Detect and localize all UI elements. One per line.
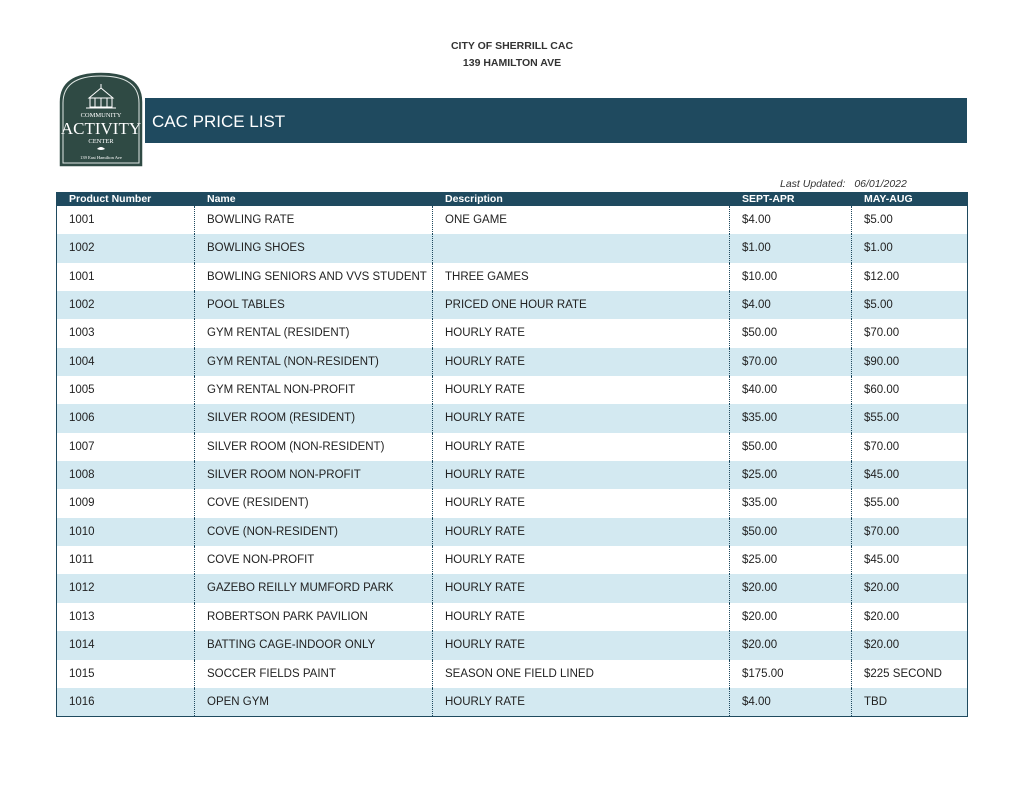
sept-apr-price-cell: $1.00 xyxy=(730,234,852,262)
product-number-cell: 1009 xyxy=(57,489,195,517)
description-cell xyxy=(433,234,730,262)
name-cell: BOWLING RATE xyxy=(195,206,433,234)
sept-apr-price-cell: $20.00 xyxy=(730,631,852,659)
sept-apr-price-cell: $40.00 xyxy=(730,376,852,404)
column-header-name: Name xyxy=(207,193,236,205)
sept-apr-price-cell: $35.00 xyxy=(730,404,852,432)
table-row xyxy=(57,348,967,376)
product-number-cell: 1001 xyxy=(57,263,195,291)
may-aug-price-cell: $20.00 xyxy=(864,582,900,595)
column-header-product-number: Product Number xyxy=(69,193,152,205)
description-cell: THREE GAMES xyxy=(433,263,730,291)
name-cell: COVE NON-PROFIT xyxy=(195,546,433,574)
may-aug-price-cell: $12.00 xyxy=(864,270,900,283)
product-number-cell: 1014 xyxy=(57,631,195,659)
description-cell: HOURLY RATE xyxy=(433,433,730,461)
may-aug-price-cell: TBD xyxy=(864,695,887,708)
product-number-cell: 1013 xyxy=(57,603,195,631)
page-title: CAC PRICE LIST xyxy=(152,112,286,131)
sept-apr-price-cell: $50.00 xyxy=(730,319,852,347)
may-aug-price-cell: $55.00 xyxy=(864,497,900,510)
sept-apr-price-cell: $50.00 xyxy=(730,433,852,461)
table-row xyxy=(57,574,967,602)
table-row xyxy=(57,433,967,461)
description-cell: SEASON ONE FIELD LINED xyxy=(433,660,730,688)
product-number-cell: 1005 xyxy=(57,376,195,404)
product-number-cell: 1011 xyxy=(57,546,195,574)
table-row xyxy=(57,234,967,262)
logo-top-text: COMMUNITY xyxy=(80,112,122,119)
may-aug-price-cell: $55.00 xyxy=(864,412,900,425)
description-cell: HOURLY RATE xyxy=(433,518,730,546)
sept-apr-price-cell: $175.00 xyxy=(730,660,852,688)
sept-apr-price-cell: $25.00 xyxy=(730,546,852,574)
product-number-cell: 1016 xyxy=(57,688,195,716)
product-number-cell: 1002 xyxy=(57,234,195,262)
sept-apr-price-cell: $35.00 xyxy=(730,489,852,517)
product-number-cell: 1003 xyxy=(57,319,195,347)
product-number-cell: 1008 xyxy=(57,461,195,489)
description-cell: HOURLY RATE xyxy=(433,688,730,716)
table-row xyxy=(57,546,967,574)
product-number-cell: 1012 xyxy=(57,574,195,602)
name-cell: COVE (RESIDENT) xyxy=(195,489,433,517)
table-row xyxy=(57,291,967,319)
product-number-cell: 1002 xyxy=(57,291,195,319)
sept-apr-price-cell: $20.00 xyxy=(730,603,852,631)
name-cell: SILVER ROOM NON-PROFIT xyxy=(195,461,433,489)
column-header-may-aug: MAY-AUG xyxy=(864,193,913,205)
may-aug-price-cell: $45.00 xyxy=(864,554,900,567)
may-aug-price-cell: $225 SECOND xyxy=(864,667,942,680)
last-updated-value: 06/01/2022 xyxy=(854,178,907,190)
product-number-cell: 1006 xyxy=(57,404,195,432)
price-table xyxy=(56,192,968,717)
may-aug-price-cell: $70.00 xyxy=(864,327,900,340)
name-cell: GYM RENTAL (RESIDENT) xyxy=(195,319,433,347)
logo-sub-text: CENTER xyxy=(88,138,114,145)
name-cell: BOWLING SENIORS AND VVS STUDENT xyxy=(195,263,433,291)
name-cell: SILVER ROOM (RESIDENT) xyxy=(195,404,433,432)
name-cell: BATTING CAGE-INDOOR ONLY xyxy=(195,631,433,659)
table-row xyxy=(57,206,967,234)
table-row xyxy=(57,660,967,688)
sept-apr-price-cell: $70.00 xyxy=(730,348,852,376)
table-row xyxy=(57,518,967,546)
may-aug-price-cell: $70.00 xyxy=(864,440,900,453)
sept-apr-price-cell: $10.00 xyxy=(730,263,852,291)
description-cell: HOURLY RATE xyxy=(433,319,730,347)
sept-apr-price-cell: $4.00 xyxy=(730,206,852,234)
description-cell: HOURLY RATE xyxy=(433,348,730,376)
name-cell: GYM RENTAL (NON-RESIDENT) xyxy=(195,348,433,376)
table-row xyxy=(57,489,967,517)
table-row xyxy=(57,263,967,291)
table-row xyxy=(57,404,967,432)
table-body xyxy=(57,206,967,716)
sept-apr-price-cell: $20.00 xyxy=(730,574,852,602)
may-aug-price-cell: $70.00 xyxy=(864,525,900,538)
table-row xyxy=(57,461,967,489)
name-cell: SILVER ROOM (NON-RESIDENT) xyxy=(195,433,433,461)
may-aug-price-cell: $5.00 xyxy=(864,214,893,226)
description-cell: HOURLY RATE xyxy=(433,489,730,517)
sept-apr-price-cell: $4.00 xyxy=(730,291,852,319)
title-banner xyxy=(145,98,967,143)
sept-apr-price-cell: $50.00 xyxy=(730,518,852,546)
product-number-cell: 1001 xyxy=(57,206,195,234)
logo-main-text: ACTIVITY xyxy=(60,119,142,138)
name-cell: GAZEBO REILLY MUMFORD PARK xyxy=(195,574,433,602)
product-number-cell: 1004 xyxy=(57,348,195,376)
community-activity-center-logo xyxy=(57,70,145,168)
description-cell: HOURLY RATE xyxy=(433,461,730,489)
product-number-cell: 1015 xyxy=(57,660,195,688)
name-cell: ROBERTSON PARK PAVILION xyxy=(195,603,433,631)
name-cell: BOWLING SHOES xyxy=(195,234,433,262)
name-cell: SOCCER FIELDS PAINT xyxy=(195,660,433,688)
column-header-description: Description xyxy=(445,193,503,205)
name-cell: OPEN GYM xyxy=(195,688,433,716)
description-cell: HOURLY RATE xyxy=(433,546,730,574)
description-cell: PRICED ONE HOUR RATE xyxy=(433,291,730,319)
description-cell: HOURLY RATE xyxy=(433,404,730,432)
table-row xyxy=(57,603,967,631)
may-aug-price-cell: $20.00 xyxy=(864,639,900,652)
last-updated-label: Last Updated: xyxy=(780,178,846,190)
description-cell: HOURLY RATE xyxy=(433,603,730,631)
description-cell: HOURLY RATE xyxy=(433,376,730,404)
name-cell: COVE (NON-RESIDENT) xyxy=(195,518,433,546)
column-header-sept-apr: SEPT-APR xyxy=(742,193,795,205)
may-aug-price-cell: $90.00 xyxy=(864,355,900,368)
table-row xyxy=(57,631,967,659)
description-cell: HOURLY RATE xyxy=(433,574,730,602)
description-cell: ONE GAME xyxy=(433,206,730,234)
description-cell: HOURLY RATE xyxy=(433,631,730,659)
table-row xyxy=(57,319,967,347)
may-aug-price-cell: $1.00 xyxy=(864,242,893,255)
logo-address: 139 East Hamilton Ave xyxy=(80,155,122,160)
may-aug-price-cell: $20.00 xyxy=(864,610,900,623)
org-address: 139 HAMILTON AVE xyxy=(462,57,562,69)
table-row xyxy=(57,688,967,716)
may-aug-price-cell: $60.00 xyxy=(864,384,900,397)
org-name: CITY OF SHERRILL CAC xyxy=(450,40,574,52)
last-updated xyxy=(780,178,907,190)
may-aug-price-cell: $5.00 xyxy=(864,299,893,312)
sept-apr-price-cell: $25.00 xyxy=(730,461,852,489)
may-aug-price-cell: $45.00 xyxy=(864,469,900,482)
product-number-cell: 1010 xyxy=(57,518,195,546)
table-header xyxy=(57,192,967,206)
product-number-cell: 1007 xyxy=(57,433,195,461)
name-cell: GYM RENTAL NON-PROFIT xyxy=(195,376,433,404)
sept-apr-price-cell: $4.00 xyxy=(730,688,852,716)
name-cell: POOL TABLES xyxy=(195,291,433,319)
table-row xyxy=(57,376,967,404)
